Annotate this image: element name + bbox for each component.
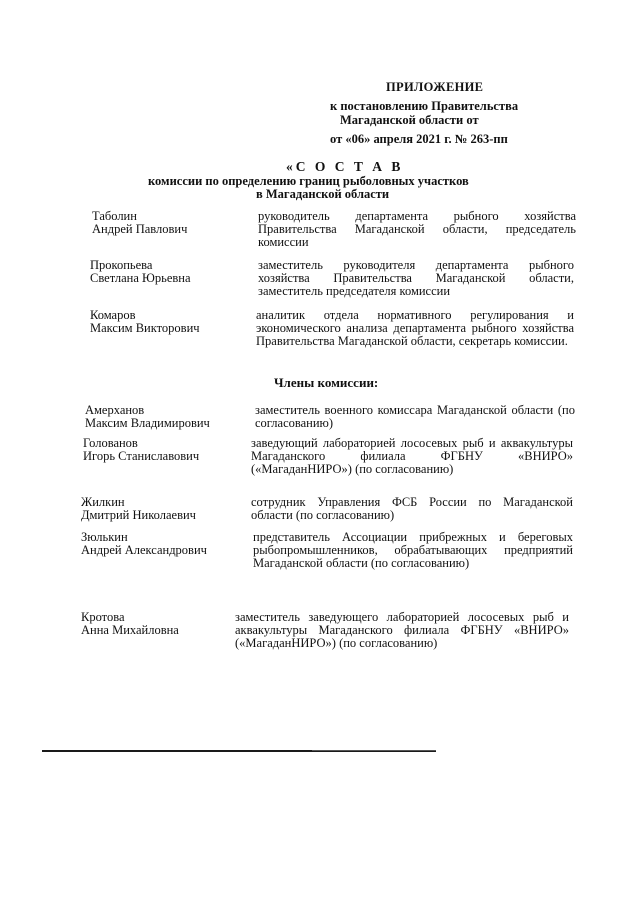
- document-header: [330, 80, 560, 146]
- person-surname: Прокопьева: [90, 258, 153, 272]
- person-given-name: Игорь Станиславович: [83, 449, 200, 463]
- person-name: [81, 496, 231, 522]
- commission-subtitle: [148, 175, 469, 201]
- person-surname: Зюлькин: [81, 530, 128, 544]
- bottom-rule: [42, 750, 436, 752]
- appendix-title: ПРИЛОЖЕНИЕ: [386, 80, 484, 94]
- person-role: заместитель руководителя департамента рыбного хозяйства Правительства Магаданской области, заместитель председателя комиссии: [258, 258, 574, 298]
- person-name: [90, 259, 240, 285]
- person-name: [83, 437, 233, 463]
- person-given-name: Максим Владимирович: [85, 416, 210, 430]
- person-given-name: Светлана Юрьевна: [90, 271, 191, 285]
- person-name: [92, 210, 242, 236]
- person-role: руководитель департамента рыбного хозяйства Правительства Магаданской области, председатель комиссии: [258, 209, 576, 249]
- person-name: [81, 531, 231, 557]
- person-given-name: Анна Михайловна: [81, 623, 179, 637]
- composition-title: «С О С Т А В: [286, 159, 404, 174]
- person-role: заведующий лабораторией лососевых рыб и аквакультуры Магаданского филиала ФГБНУ «ВНИРО» («МагаданНИРО») (по согласованию): [251, 436, 573, 476]
- person-given-name: Андрей Александрович: [81, 543, 207, 557]
- person-name: [85, 404, 235, 430]
- person-given-name: Дмитрий Николаевич: [81, 508, 196, 522]
- person-surname: Комаров: [90, 308, 136, 322]
- subtitle-line-2: в Магаданской области: [256, 187, 390, 201]
- subtitle-line-1: комиссии по определению границ рыболовных участков: [148, 174, 469, 188]
- header-date-line: от «06» апреля 2021 г. № 263-пп: [330, 131, 508, 146]
- person-role: заместитель военного комиссара Магаданской области (по согласованию): [255, 403, 575, 430]
- members-heading: Члены комиссии:: [274, 375, 379, 390]
- person-surname: Голованов: [83, 436, 138, 450]
- person-surname: Таболин: [92, 209, 137, 223]
- person-name: [90, 309, 240, 335]
- person-surname: Амерханов: [85, 403, 145, 417]
- header-region-line: Магаданской области от: [340, 113, 479, 127]
- person-role: представитель Ассоциации прибрежных и береговых рыбопромышленников, обрабатывающих предприятий Магаданской области (по согласованию): [253, 530, 573, 570]
- person-surname: Жилкин: [81, 495, 125, 509]
- header-decree-line: к постановлению Правительства: [330, 98, 519, 113]
- person-role: аналитик отдела нормативного регулирования и экономического анализа департамента рыбного хозяйства Правительства Магаданской области, секретарь комиссии.: [256, 308, 574, 348]
- person-surname: Кротова: [81, 610, 125, 624]
- person-name: [81, 611, 231, 637]
- person-role: сотрудник Управления ФСБ России по Магаданской области (по согласованию): [251, 495, 573, 522]
- person-given-name: Максим Викторович: [90, 321, 200, 335]
- person-given-name: Андрей Павлович: [92, 222, 188, 236]
- person-role: заместитель заведующего лабораторией лососевых рыб и аквакультуры Магаданского филиала ФГБНУ «ВНИРО» («МагаданНИРО») (по согласованию): [235, 610, 569, 650]
